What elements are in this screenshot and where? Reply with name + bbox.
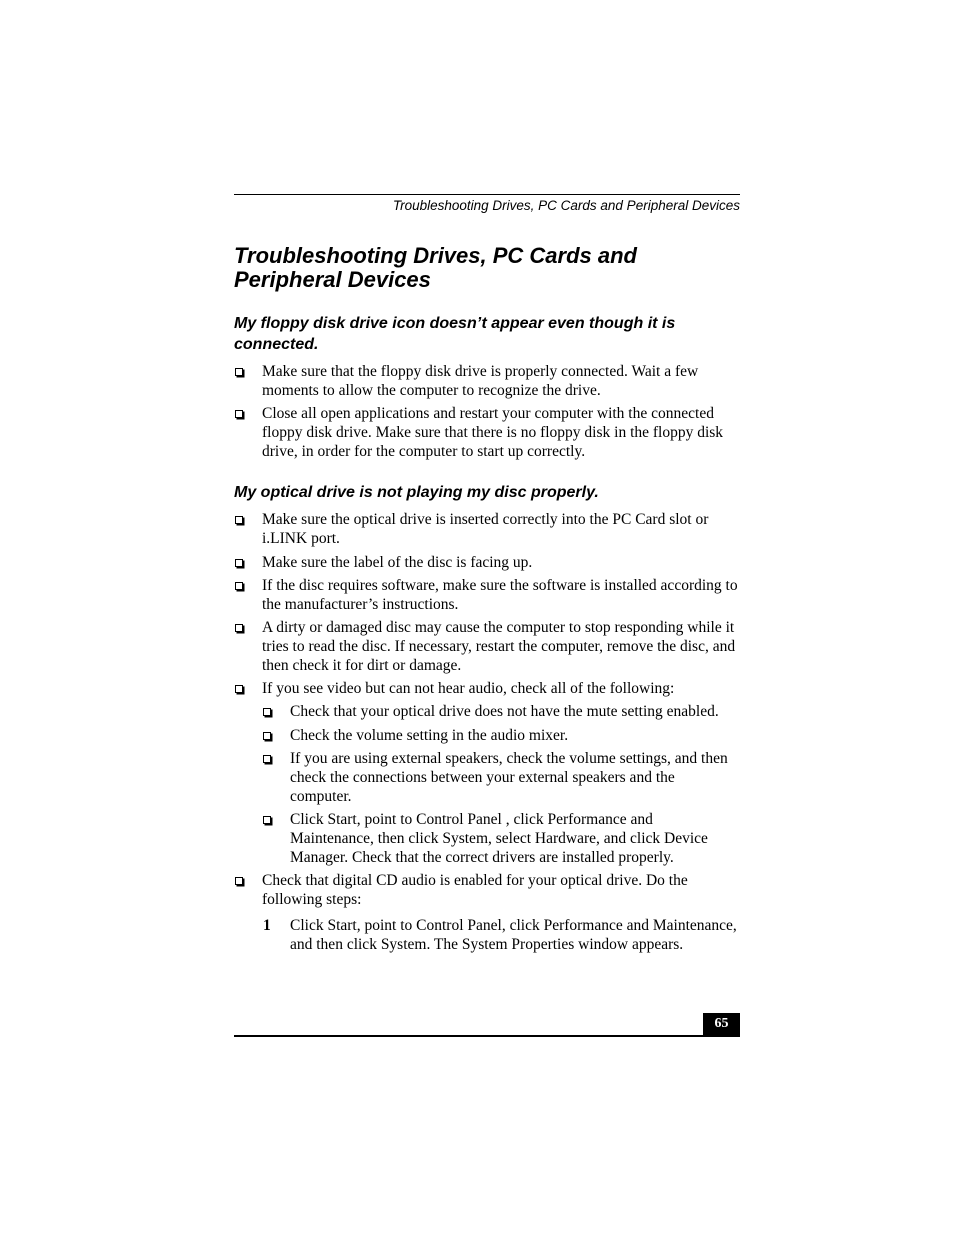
- checkbox-bullet-icon: [235, 877, 243, 885]
- checkbox-bullet-icon: [235, 624, 243, 632]
- checkbox-bullet-icon: [263, 708, 271, 716]
- optical-item-3: If the disc requires software, make sure the software is installed according to the manufacturer’s instructions.: [262, 577, 738, 613]
- optical-question-heading: My optical drive is not playing my disc properly.: [234, 484, 599, 501]
- checkbox-bullet-icon: [235, 410, 243, 418]
- header-rule: [234, 194, 740, 195]
- section-title: Troubleshooting Drives, PC Cards and Peripheral Devices: [234, 243, 637, 292]
- checkbox-bullet-icon: [235, 685, 243, 693]
- checkbox-bullet-icon: [235, 516, 243, 524]
- page-number: 65: [703, 1013, 740, 1036]
- optical-subitem-4: Click Start, point to Control Panel , click Performance and Maintenance, then click System, select Hardware, and click Device Manager. Check that the correct drivers are installed properly.: [290, 811, 708, 866]
- optical-subitem-3: If you are using external speakers, check the volume settings, and then check the connections between your external speakers and the computer.: [290, 750, 728, 805]
- optical-item-4: A dirty or damaged disc may cause the computer to stop responding while it tries to read the disc. If necessary, restart the computer, remove the disc, and then check it for dirt or damage.: [262, 619, 736, 674]
- checkbox-bullet-icon: [263, 816, 271, 824]
- optical-item-5: If you see video but can not hear audio, check all of the following:: [262, 680, 675, 697]
- checkbox-bullet-icon: [235, 582, 243, 590]
- checkbox-bullet-icon: [235, 559, 243, 567]
- checkbox-bullet-icon: [235, 368, 243, 376]
- optical-item-2: Make sure the label of the disc is facing up.: [262, 554, 533, 571]
- running-header: Troubleshooting Drives, PC Cards and Peripheral Devices: [392, 198, 740, 213]
- checkbox-bullet-icon: [263, 755, 271, 763]
- footer-rule: [234, 1035, 740, 1037]
- floppy-question-heading: My floppy disk drive icon doesn’t appear even though it is connected.: [234, 315, 676, 353]
- checkbox-bullet-icon: [263, 732, 271, 740]
- optical-subitem-2: Check the volume setting in the audio mixer.: [290, 727, 569, 744]
- step-number: 1: [263, 917, 271, 934]
- step-text: Click Start, point to Control Panel, click Performance and Maintenance, and then click System. The System Properties window appears.: [290, 917, 737, 953]
- optical-item-1: Make sure the optical drive is inserted correctly into the PC Card slot or i.LINK port.: [262, 511, 709, 547]
- optical-item-6: Check that digital CD audio is enabled for your optical drive. Do the following steps:: [262, 872, 688, 908]
- floppy-item-1: Make sure that the floppy disk drive is properly connected. Wait a few moments to allow the computer to recognize the drive.: [262, 363, 699, 399]
- floppy-item-2: Close all open applications and restart your computer with the connected floppy disk drive. Make sure that there is no floppy disk in the floppy disk drive, in order for the computer to start up correctly.: [262, 405, 724, 460]
- optical-subitem-1: Check that your optical drive does not have the mute setting enabled.: [290, 703, 719, 720]
